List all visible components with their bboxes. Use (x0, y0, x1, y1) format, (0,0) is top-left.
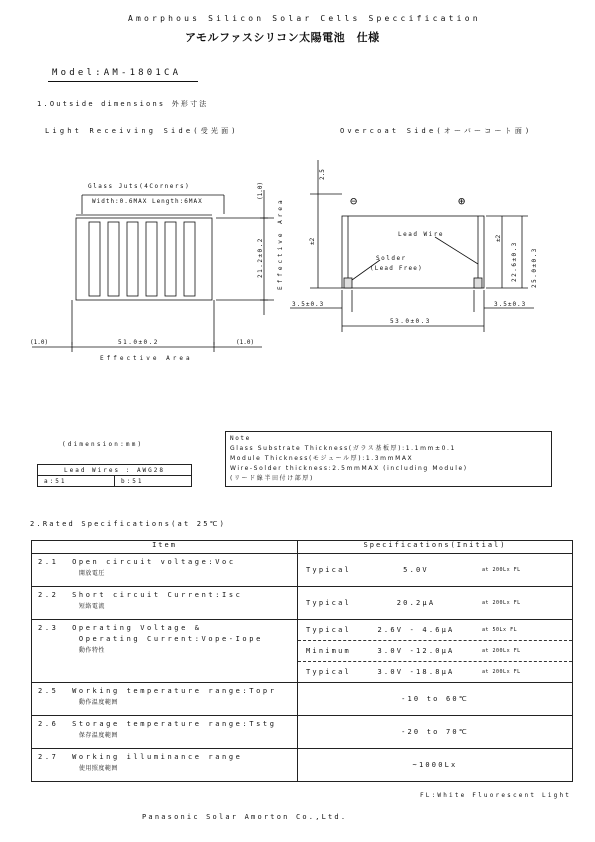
lead-wire-label: Lead Wire (398, 231, 445, 238)
dimension-unit: (dimension:mm) (62, 441, 144, 448)
note-line: Module Thickness(モジュール厚):1.3mmMAX (230, 455, 414, 462)
module-outline-back (342, 216, 484, 288)
section2-heading: 2.Rated Specifications(at 25℃) (30, 520, 227, 528)
dim-3-5-right: 3.5±0.3 (494, 301, 527, 308)
rated-spec-table (31, 540, 573, 782)
outline-drawing (0, 140, 595, 375)
dim-3-5-left: 3.5±0.3 (292, 301, 325, 308)
company-name: Panasonic Solar Amorton Co.,Ltd. (142, 813, 348, 821)
dim-2-left: ±2 (309, 237, 316, 245)
spec-row-value: -10 to 60℃ (298, 683, 573, 716)
spec-row-item: 2.7 Working illuminance range 使用照度範囲 (32, 749, 298, 782)
overcoat-side-title: Overcoat Side(オーバーコート面) (340, 127, 533, 135)
minus-terminal-symbol: ⊖ (350, 194, 358, 208)
dim-2-right: ±2 (495, 234, 502, 242)
spec-row-item: 2.3 Operating Voltage & Operating Current:Vope-Iope 動作特性 (32, 620, 298, 683)
document-title-en: Amorphous Silicon Solar Cells Speccification (128, 14, 481, 23)
spec-row-value: -20 to 70℃ (298, 716, 573, 749)
dim-1-0-top: (1.0) (257, 181, 264, 200)
spec-row-item: 2.1 Open circuit voltage:Voc 開放電圧 (32, 554, 298, 587)
model-underline (48, 81, 198, 82)
spec-row-value: Typical 20.2μA at 200Lx FL (298, 587, 573, 620)
glass-juts-dims: Width:0.6MAX Length:6MAX (92, 198, 203, 205)
spec-row-value: Typical 2.6V - 4.6μA at 50Lx FL Minimum 3.0V -12.0μA at 200Lx FL Typical 3.0V -18.8μA at 200Lx FL (298, 620, 573, 683)
spec-row-item: 2.2 Short circuit Current:Isc 短絡電流 (32, 587, 298, 620)
lead-wires-label: Lead Wires : AWG28 (38, 465, 192, 476)
dim-53-0: 53.0±0.3 (390, 318, 431, 325)
module-outline-front (76, 218, 212, 300)
note-line: Glass Substrate Thickness(ガラス基板厚):1.1mm±0.1 (230, 445, 456, 452)
col-spec-header: Specifications(Initial) (298, 541, 573, 554)
section1-heading: 1.Outside dimensions 外形寸法 (37, 100, 209, 108)
plus-terminal-symbol: ⊕ (458, 194, 466, 208)
dim-21-2: 21.2±0.2 (257, 237, 264, 278)
footnote: FL:White Fluorescent Light (420, 792, 572, 799)
note-line: (リード線半田付け部厚) (230, 475, 314, 482)
effective-area-vertical: Effective Area (277, 197, 284, 290)
dim-1-0-right: (1.0) (236, 339, 255, 346)
solder-label: Solder (376, 255, 407, 262)
lead-wire-b: b:51 (115, 476, 192, 487)
lead-wire-a: a:51 (38, 476, 115, 487)
col-item-header: Item (32, 541, 298, 554)
lead-wires-table (37, 464, 192, 487)
dim-25-0: 25.0±0.3 (531, 247, 538, 288)
document-title-jp: アモルファスシリコン太陽電池 仕様 (185, 31, 380, 44)
dim-1-0-left: (1.0) (30, 339, 49, 346)
effective-area-horizontal: Effective Area (100, 355, 193, 362)
lead-free-label: (Lead Free) (370, 265, 423, 272)
note-title: Note (230, 435, 251, 442)
dim-2-5: 2.5 (319, 169, 326, 180)
light-side-title: Light Receiving Side(受光面) (45, 127, 239, 135)
spec-row-item: 2.5 Working temperature range:Topr 動作温度範囲 (32, 683, 298, 716)
note-box (225, 431, 552, 487)
note-line: Wire-Solder thickness:2.5mmMAX (including Module) (230, 465, 468, 472)
glass-juts-label: Glass Juts(4Corners) (88, 183, 191, 190)
cell-strips (89, 222, 195, 296)
dim-22-6: 22.6±0.3 (511, 241, 518, 282)
spec-row-value: ~1000Lx (298, 749, 573, 782)
spec-row-value: Typical 5.0V at 200Lx FL (298, 554, 573, 587)
dim-51-0: 51.0±0.2 (118, 339, 159, 346)
model-number: Model:AM-1801CA (52, 68, 182, 78)
spec-row-item: 2.6 Storage temperature range:Tstg 保存温度範囲 (32, 716, 298, 749)
